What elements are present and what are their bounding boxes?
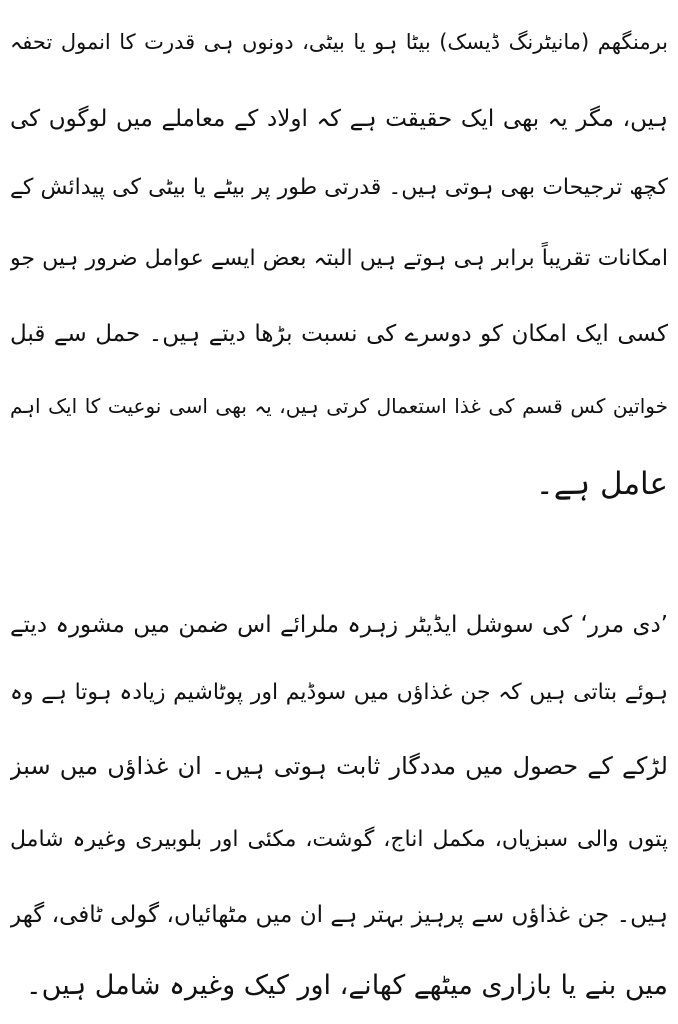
paragraph-2-line-3: لڑکے کے حصول میں مددگار ثابت ہوتی ہیں۔ ان غذاؤں میں سبز <box>10 752 668 780</box>
paragraph-2-line-4: پتوں والی سبزیاں، مکمل اناج، گوشت، مکئی اور بلوبیری وغیرہ شامل <box>10 827 668 852</box>
paragraph-1-line-1: برمنگھم (مانیٹرنگ ڈیسک) بیٹا ہو یا بیٹی، دونوں ہی قدرت کا انمول تحفہ <box>10 30 668 54</box>
paragraph-2-line-2: ہوئے بتاتی ہیں کہ جن غذاؤں میں سوڈیم اور پوٹاشیم زیادہ ہوتا ہے وہ <box>10 680 668 705</box>
paragraph-1-line-3: کچھ ترجیحات بھی ہوتی ہیں۔ قدرتی طور پر بیٹے یا بیٹی کی پیدائش کے <box>10 175 668 200</box>
paragraph-1-line-4: امکانات تقریباً برابر ہی ہوتے ہیں البتہ بعض ایسے عوامل ضرور ہیں جو <box>10 246 668 271</box>
paragraph-1-line-5: کسی ایک امکان کو دوسرے کی نسبت بڑھا دیتے ہیں۔ حمل سے قبل <box>10 321 668 347</box>
paragraph-2-line-1: ’دی مرر‘ کی سوشل ایڈیٹر زہرہ ملرائے اس ضمن میں مشورہ دیتے <box>10 612 668 638</box>
paragraph-1-line-7: عامل ہے۔ <box>535 466 668 502</box>
paragraph-1-line-6: خواتین کس قسم کی غذا استعمال کرتی ہیں، یہ بھی اسی نوعیت کا ایک اہم <box>10 394 668 418</box>
paragraph-2-line-6: میں بنے یا بازاری میٹھے کھانے، اور کیک وغیرہ شامل ہیں۔ <box>25 970 668 1001</box>
paragraph-2-line-5: ہیں۔ جن غذاؤں سے پرہیز بہتر ہے ان میں مٹھائیاں، گولی ٹافی، گھر <box>10 902 668 928</box>
paragraph-1-line-2: ہیں، مگر یہ بھی ایک حقیقت ہے کہ اولاد کے معاملے میں لوگوں کی <box>10 106 668 132</box>
